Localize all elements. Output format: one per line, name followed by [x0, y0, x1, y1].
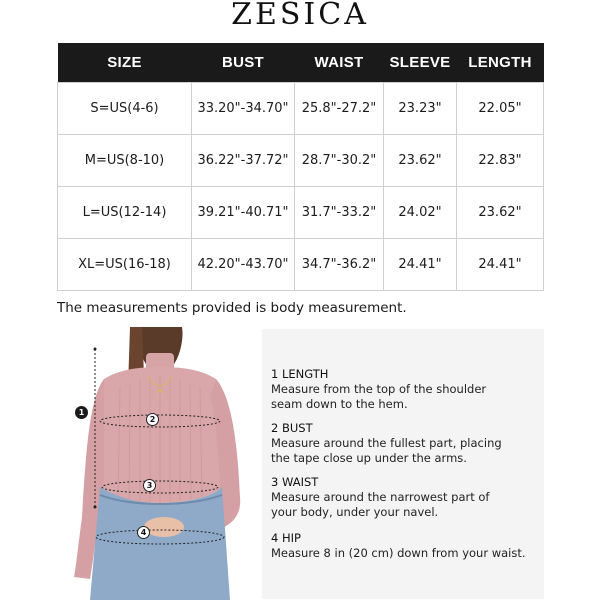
measurement-item-waist — [271, 475, 489, 520]
table-cell: 31.7"-33.2" — [295, 187, 384, 239]
table-cell: 23.62" — [384, 135, 457, 187]
measurement-title: 1 LENGTH — [271, 367, 329, 381]
measurement-marker-1: 1 — [75, 406, 88, 419]
column-header: SIZE — [58, 43, 192, 83]
measurement-title: 3 WAIST — [271, 475, 319, 489]
table-cell: M=US(8-10) — [58, 135, 192, 187]
table-cell: 39.21"-40.71" — [192, 187, 295, 239]
table-row — [58, 135, 544, 187]
measurement-description: Measure around the fullest part, placing the tape close up under the arms. — [271, 436, 502, 465]
table-cell: 42.20"-43.70" — [192, 239, 295, 291]
measurement-note: The measurements provided is body measurement. — [57, 300, 407, 316]
table-cell: 22.05" — [457, 83, 544, 135]
table-cell: 24.41" — [457, 239, 544, 291]
column-header: WAIST — [295, 43, 384, 83]
measurement-item-length — [271, 367, 486, 412]
table-row — [58, 239, 544, 291]
table-cell: 36.22"-37.72" — [192, 135, 295, 187]
table-cell: L=US(12-14) — [58, 187, 192, 239]
column-header: BUST — [192, 43, 295, 83]
table-cell: 34.7"-36.2" — [295, 239, 384, 291]
measurement-description: Measure around the narrowest part of your body, under your navel. — [271, 490, 490, 519]
measurement-title: 4 HIP — [271, 531, 301, 545]
table-cell: 23.62" — [457, 187, 544, 239]
table-header-row — [58, 43, 544, 83]
measurement-description: Measure 8 in (20 cm) down from your waist. — [271, 546, 526, 560]
table-cell: 33.20"-34.70" — [192, 83, 295, 135]
column-header: LENGTH — [457, 43, 544, 83]
table-row — [58, 187, 544, 239]
brand-logo: ZESICA — [231, 0, 369, 32]
table-cell: 24.02" — [384, 187, 457, 239]
measurement-marker-2: 2 — [146, 413, 159, 426]
model-illustration — [60, 327, 260, 600]
measurement-item-bust — [271, 421, 502, 466]
measurement-title: 2 BUST — [271, 421, 313, 435]
table-row — [58, 83, 544, 135]
table-cell: 24.41" — [384, 239, 457, 291]
model-photo — [60, 327, 260, 600]
measurement-description: Measure from the top of the shoulder seam down to the hem. — [271, 382, 487, 411]
measurement-item-hip — [271, 531, 526, 561]
measurement-marker-3: 3 — [143, 479, 156, 492]
column-header: SLEEVE — [384, 43, 457, 83]
table-cell: 28.7"-30.2" — [295, 135, 384, 187]
table-cell: 25.8"-27.2" — [295, 83, 384, 135]
measurement-marker-4: 4 — [137, 526, 150, 539]
size-chart-table — [57, 43, 544, 291]
table-cell: 22.83" — [457, 135, 544, 187]
table-cell: XL=US(16-18) — [58, 239, 192, 291]
table-cell: 23.23" — [384, 83, 457, 135]
table-cell: S=US(4-6) — [58, 83, 192, 135]
measurement-guide-panel — [262, 329, 544, 599]
